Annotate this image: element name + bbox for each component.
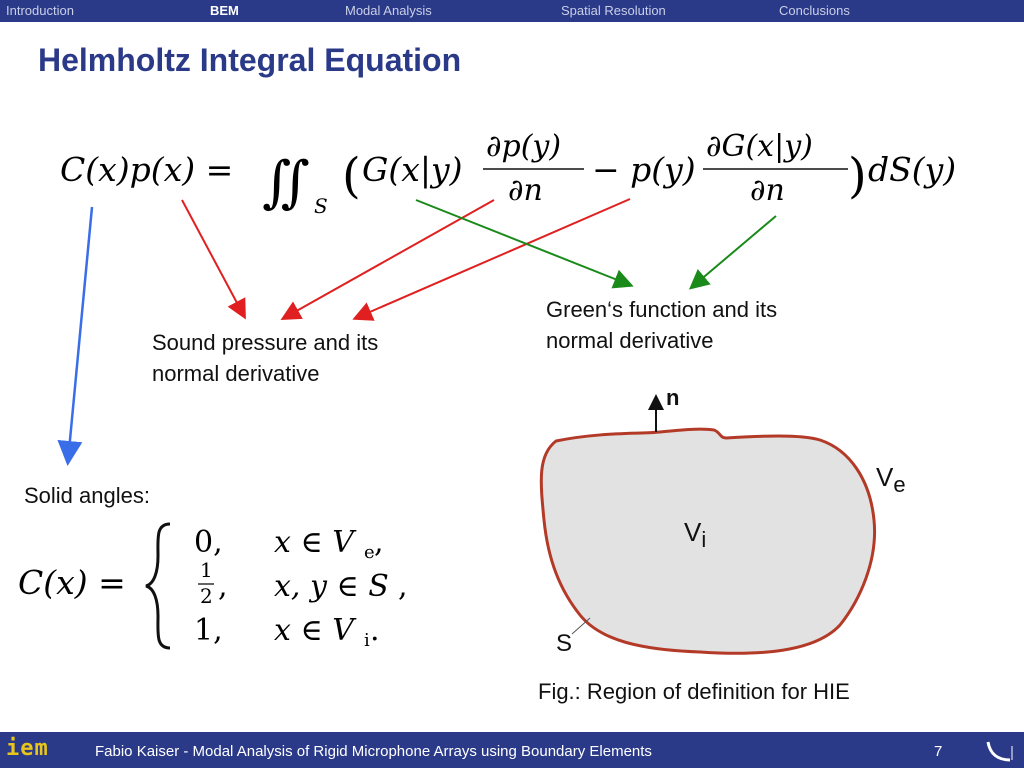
exterior-region-subscript: e — [893, 472, 906, 497]
region-figure — [541, 398, 874, 653]
nav-item-introduction[interactable]: Introduction — [6, 3, 74, 18]
case-1-value: 0, — [194, 525, 223, 560]
double-integral-sign: ∬ — [262, 150, 310, 215]
case-2-tail: , — [398, 569, 408, 604]
case-3-tail: . — [370, 613, 380, 648]
interior-region-label — [684, 517, 706, 555]
close-paren: ) — [848, 148, 867, 204]
cases-brace — [146, 524, 170, 648]
annotation-sound-pressure: Sound pressure and its normal derivative — [152, 330, 379, 386]
footer-presentation-title: Fabio Kaiser - Modal Analysis of Rigid Microphone Arrays using Boundary Elements — [95, 743, 652, 760]
surface-label: S — [556, 630, 573, 657]
nav-item-conclusions[interactable]: Conclusions — [779, 3, 850, 18]
case-2-comma: , — [218, 569, 228, 604]
case-1-condition: x ∈ V — [274, 525, 354, 560]
normal-vector-label: n — [666, 385, 680, 410]
solid-angle-equation — [18, 524, 408, 651]
term-dG-numerator: ∂G(x|y) — [706, 129, 813, 164]
term-dp-numerator: ∂p(y) — [486, 129, 562, 164]
term-minus-p: − p(y) — [592, 150, 696, 189]
case-3-subscript: i — [364, 630, 370, 651]
nav-item-modal-analysis[interactable]: Modal Analysis — [345, 3, 432, 18]
nav-item-bem[interactable]: BEM — [210, 3, 239, 18]
case-2-fraction-numerator: 1 — [200, 558, 213, 582]
helmholtz-equation — [60, 129, 956, 218]
footer-bar — [0, 732, 1024, 768]
slide-title: Helmholtz Integral Equation — [38, 42, 462, 78]
arrow-blue-solid-angle — [68, 207, 92, 461]
term-green-function: G(x|y) — [362, 150, 463, 189]
figure-caption: Fig.: Region of definition for HIE — [538, 679, 850, 704]
case-3-condition: x ∈ V — [274, 613, 354, 648]
surface-pointer-line — [572, 618, 590, 634]
integral-subscript: S — [314, 194, 328, 218]
term-differential: dS(y) — [868, 150, 957, 189]
case-1-tail: , — [374, 525, 384, 560]
region-interior — [541, 429, 874, 653]
interior-region-subscript: i — [701, 527, 707, 552]
term-dG-denominator: ∂n — [750, 173, 785, 208]
term-dp-denominator: ∂n — [508, 173, 543, 208]
university-logo-icon — [984, 738, 1018, 764]
case-3-value: 1, — [194, 613, 223, 648]
iem-logo: iem — [6, 736, 49, 761]
nav-item-spatial-resolution[interactable]: Spatial Resolution — [561, 3, 666, 18]
solid-angles-label: Solid angles: — [24, 483, 150, 508]
exterior-region-symbol: V — [876, 462, 894, 492]
equation-lhs: C(x)p(x) = — [60, 150, 234, 189]
case-2-condition: x, y ∈ S — [274, 569, 389, 604]
case-1-subscript: e — [364, 542, 375, 563]
open-paren: ( — [342, 148, 361, 204]
annotation-green-function: Green‘s function and its normal derivative — [546, 297, 778, 353]
case-2-fraction-denominator: 2 — [200, 584, 213, 608]
solid-angle-lhs: C(x) = — [18, 563, 126, 602]
interior-region-symbol: V — [684, 517, 702, 547]
arrow-red-pressure — [182, 200, 244, 316]
exterior-region-label — [876, 462, 906, 500]
arrow-green-dG — [692, 216, 776, 287]
page-number: 7 — [934, 743, 943, 760]
